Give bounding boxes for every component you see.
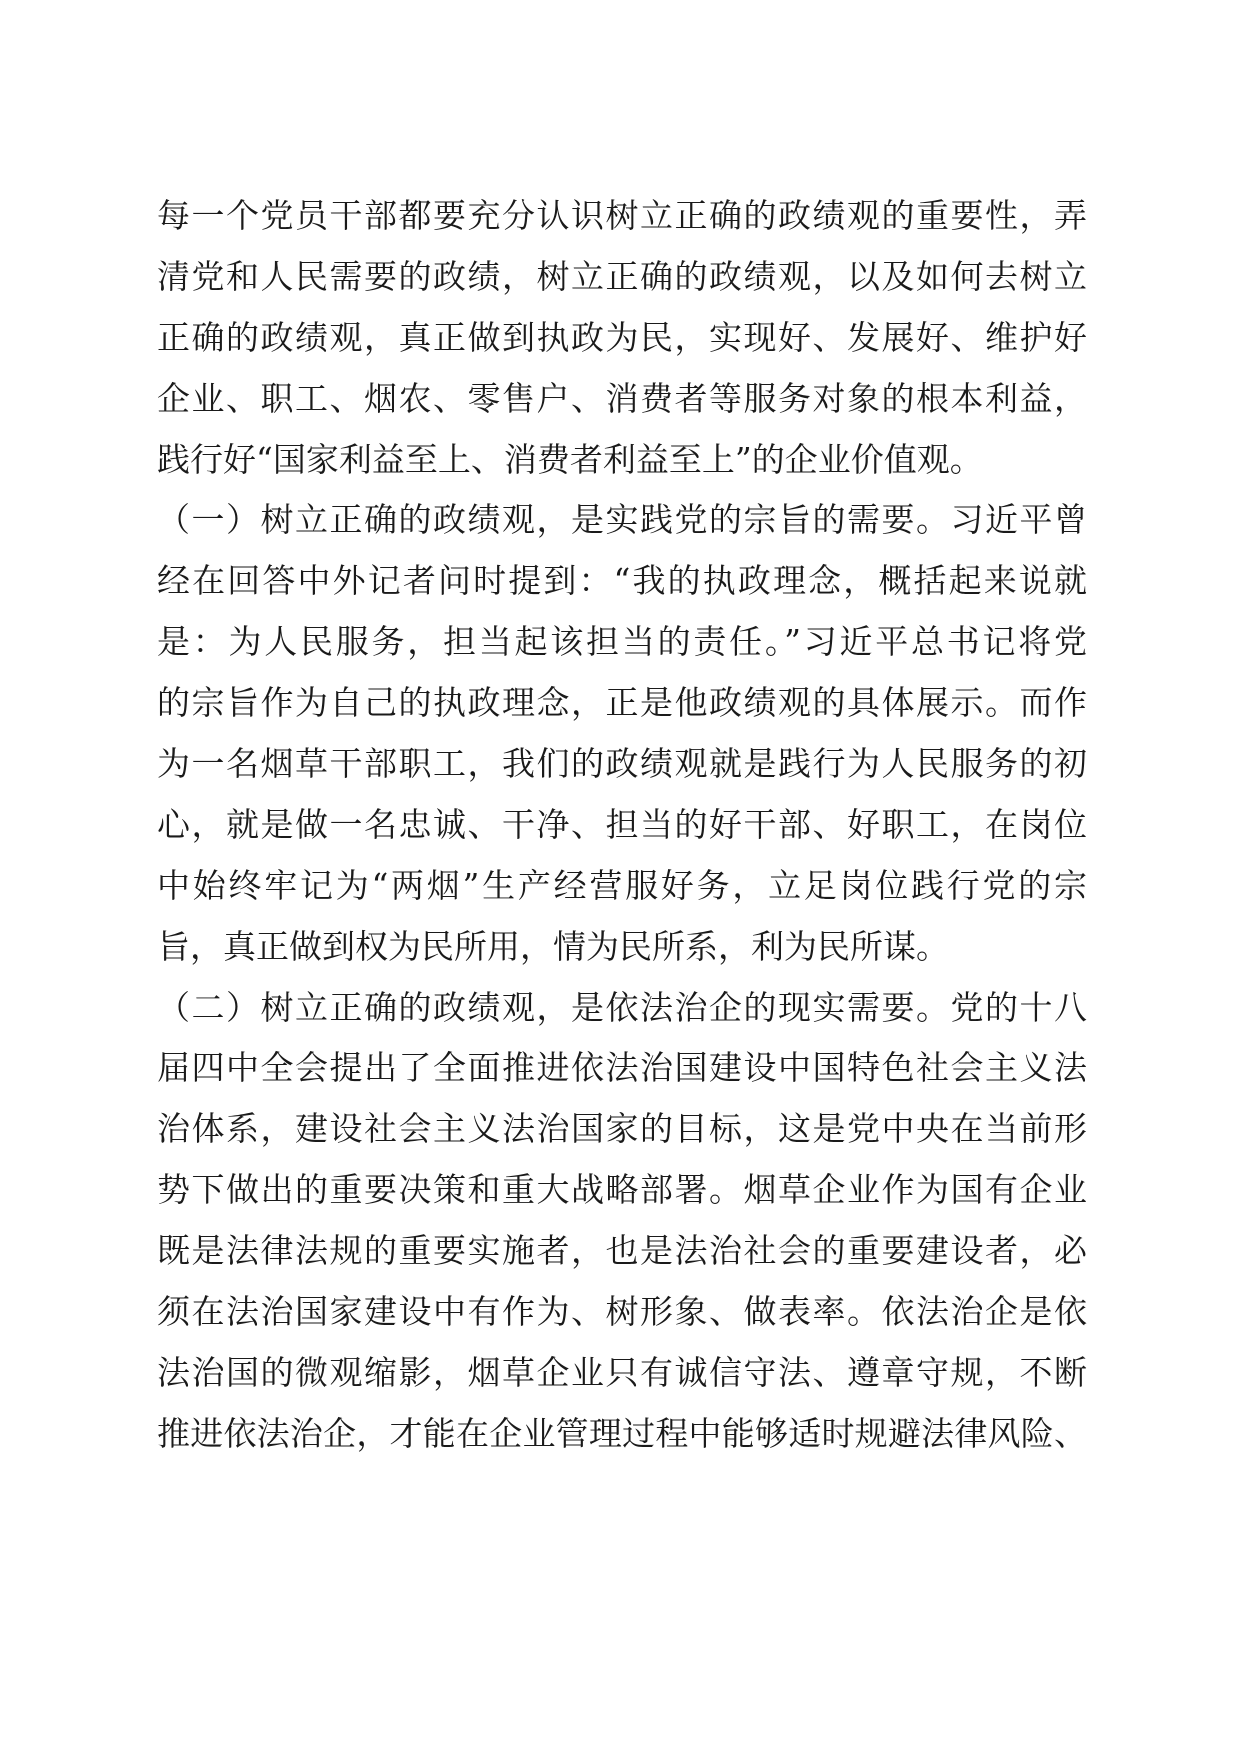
text-line: 是：为人民服务，担当起该担当的责任。”习近平总书记将党 — [157, 622, 1087, 662]
text-line: 届四中全会提出了全面推进依法治国建设中国特色社会主义法 — [157, 1048, 1087, 1088]
text-line: （二）树立正确的政绩观，是依法治企的现实需要。党的十八 — [157, 987, 1087, 1027]
text-line: 势下做出的重要决策和重大战略部署。烟草企业作为国有企业 — [157, 1170, 1087, 1210]
text-line: 旨，真正做到权为民所用，情为民所系，利为民所谋。 — [157, 926, 949, 966]
text-line: 每一个党员干部都要充分认识树立正确的政绩观的重要性，弄 — [157, 196, 1087, 235]
text-line: 正确的政绩观，真正做到执政为民，实现好、发展好、维护好 — [157, 317, 1087, 357]
text-line: 中始终牢记为“两烟”生产经营服好务，立足岗位践行党的宗 — [157, 865, 1087, 905]
text-line: 须在法治国家建设中有作为、树形象、做表率。依法治企是依 — [157, 1292, 1087, 1332]
text-line: 既是法律法规的重要实施者，也是法治社会的重要建设者，必 — [157, 1231, 1087, 1271]
text-line: 的宗旨作为自己的执政理念，正是他政绩观的具体展示。而作 — [157, 683, 1087, 723]
text-line: 践行好“国家利益至上、消费者利益至上”的企业价值观。 — [157, 439, 983, 479]
text-line: 治体系，建设社会主义法治国家的目标，这是党中央在当前形 — [157, 1109, 1087, 1149]
text-line: 为一名烟草干部职工，我们的政绩观就是践行为人民服务的初 — [157, 744, 1087, 784]
text-line: 企业、职工、烟农、零售户、消费者等服务对象的根本利益， — [157, 378, 1087, 418]
text-line: 推进依法治企，才能在企业管理过程中能够适时规避法律风险、 — [157, 1413, 1087, 1453]
text-line: 清党和人民需要的政绩，树立正确的政绩观，以及如何去树立 — [157, 256, 1087, 296]
text-line: （一）树立正确的政绩观，是实践党的宗旨的需要。习近平曾 — [157, 500, 1087, 540]
text-line: 心，就是做一名忠诚、干净、担当的好干部、好职工，在岗位 — [157, 804, 1087, 844]
text-line: 经在回答中外记者问时提到：“我的执政理念，概括起来说就 — [157, 561, 1087, 601]
text-line: 法治国的微观缩影，烟草企业只有诚信守法、遵章守规，不断 — [157, 1352, 1087, 1392]
body-text — [157, 186, 1087, 1465]
